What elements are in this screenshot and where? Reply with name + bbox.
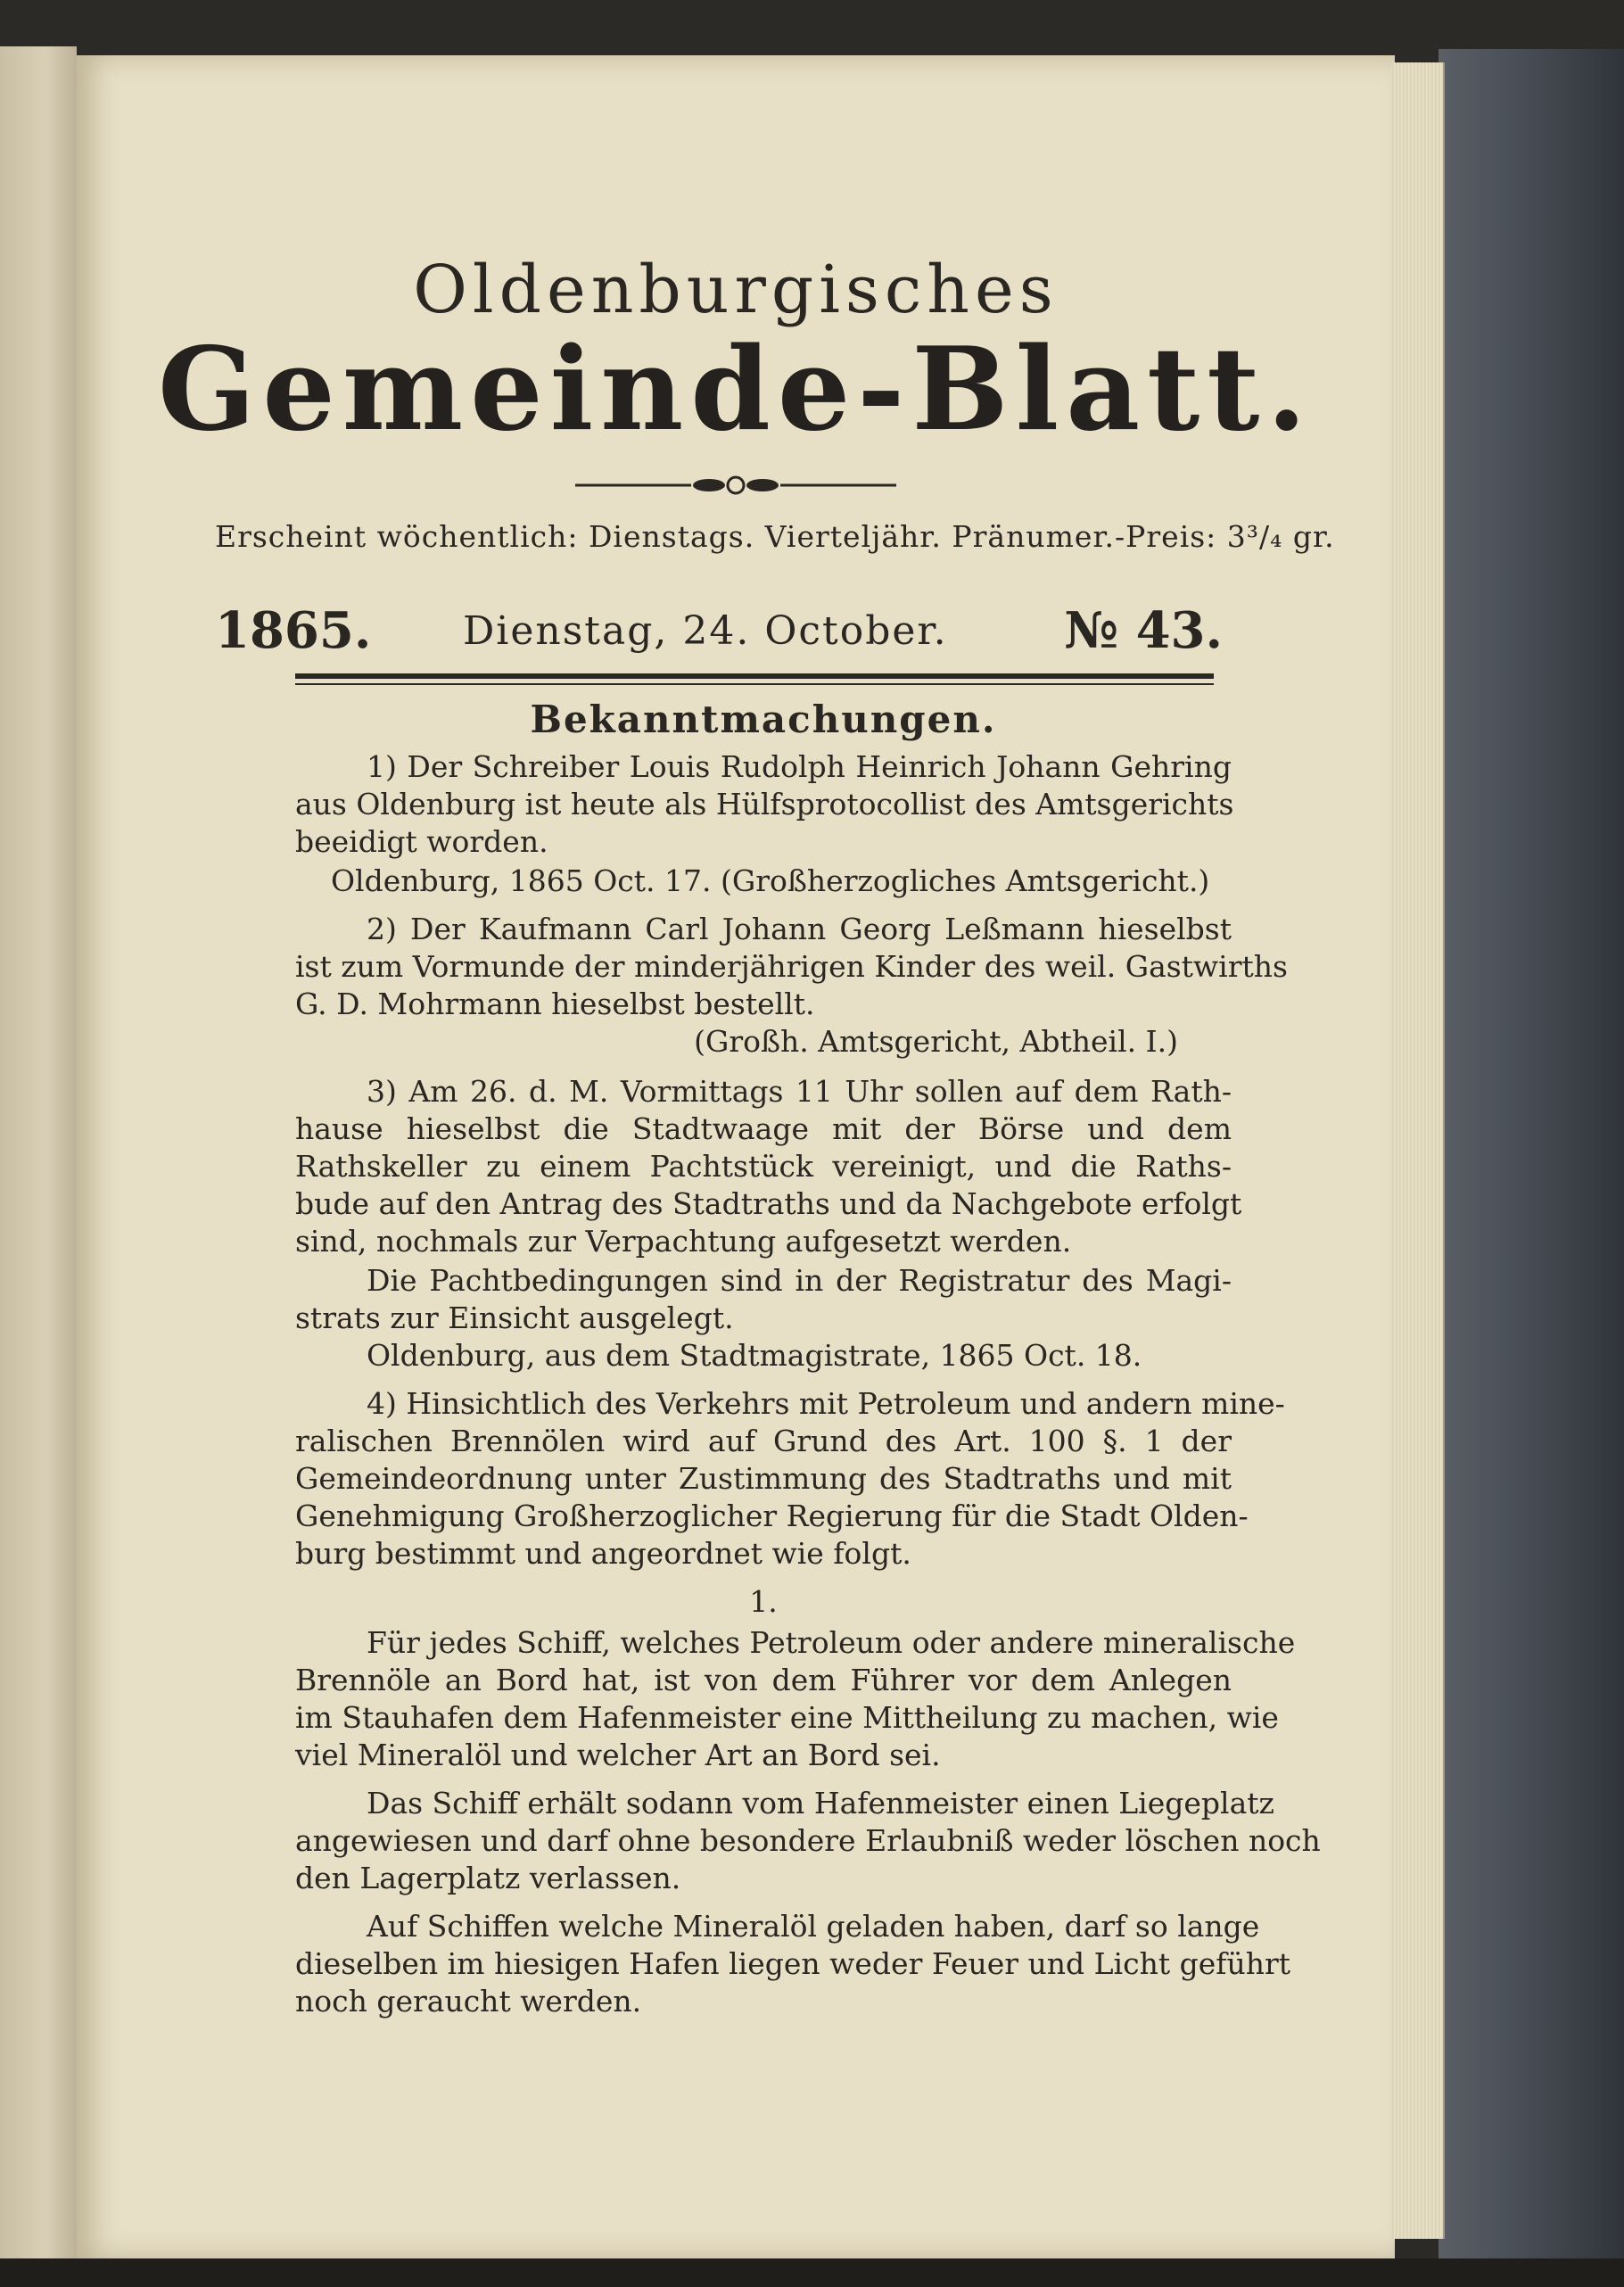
- text-line: Auf Schiffen welche Mineralöl geladen haben, darf so lange: [367, 1909, 1260, 1944]
- text-line: strats zur Einsicht ausgelegt.: [295, 1300, 734, 1335]
- text-line: den Lagerplatz verlassen.: [295, 1861, 681, 1895]
- text-line: hause hieselbst die Stadtwaage mit der Börse und dem: [295, 1111, 1232, 1146]
- text-line: 4) Hinsichtlich des Verkehrs mit Petroleum und andern mine-: [367, 1386, 1285, 1421]
- page-edges: [1391, 62, 1445, 2239]
- text-line: sind, nochmals zur Verpachtung aufgesetzt werden.: [295, 1224, 1072, 1259]
- text-line: Die Pachtbedingungen sind in der Registratur des Magi-: [367, 1263, 1232, 1298]
- masthead-title-small: Oldenburgisches: [413, 252, 1059, 328]
- text-line: Rathskeller zu einem Pachtstück vereinigt, und die Raths-: [295, 1149, 1232, 1184]
- ornament-divider: [77, 475, 1395, 500]
- text-line: Gemeindeordnung unter Zustimmung des Stadtraths und mit: [295, 1461, 1232, 1496]
- header-rule: [295, 673, 1214, 679]
- text-line: 3) Am 26. d. M. Vormittags 11 Uhr sollen auf dem Rath-: [367, 1074, 1232, 1109]
- text-line: 1) Der Schreiber Louis Rudolph Heinrich Johann Gehring: [367, 749, 1232, 784]
- book-cover-right: [1439, 49, 1624, 2287]
- section-title: Bekanntmachungen.: [530, 698, 997, 741]
- text-line: dieselben im hiesigen Hafen liegen weder Feuer und Licht geführt: [295, 1946, 1291, 1981]
- text-line: Oldenburg, aus dem Stadtmagistrate, 1865 Oct. 18.: [367, 1338, 1142, 1373]
- text-line: ist zum Vormunde der minderjährigen Kinder des weil. Gastwirths: [295, 949, 1288, 984]
- text-line: Brennöle an Bord hat, ist von dem Führer vor dem Anlegen: [295, 1663, 1232, 1697]
- text-line: angewiesen und darf ohne besondere Erlaubniß weder löschen noch: [295, 1823, 1321, 1858]
- text-line: G. D. Mohrmann hieselbst bestellt.: [295, 987, 815, 1021]
- text-line: Oldenburg, 1865 Oct. 17. (Großherzogliches Amtsgericht.): [331, 863, 1210, 898]
- text-line: Genehmigung Großherzoglicher Regierung für die Stadt Olden-: [295, 1499, 1249, 1533]
- paragraph-number: 1.: [749, 1584, 778, 1619]
- masthead-subtitle: Erscheint wöchentlich: Dienstags. Vierteljähr. Pränumer.-Preis: 3³/₄ gr.: [215, 519, 1335, 554]
- book-cover-left: [0, 46, 77, 2287]
- text-line: noch geraucht werden.: [295, 1984, 642, 2019]
- issue-date: Dienstag, 24. October.: [463, 608, 948, 654]
- header-rule-thin: [295, 683, 1214, 685]
- text-line: im Stauhafen dem Hafenmeister eine Mittheilung zu machen, wie: [295, 1700, 1279, 1735]
- text-line: (Großh. Amtsgericht, Abtheil. I.): [694, 1024, 1178, 1059]
- newspaper-page: [77, 55, 1395, 2258]
- text-line: Für jedes Schiff, welches Petroleum oder andere mineralische: [367, 1625, 1296, 1660]
- text-line: ralischen Brennölen wird auf Grund des Art. 100 §. 1 der: [295, 1424, 1232, 1458]
- text-line: beeidigt worden.: [295, 824, 548, 859]
- text-line: bude auf den Antrag des Stadtraths und da Nachgebote erfolgt: [295, 1186, 1242, 1221]
- masthead-title-big: Gemeinde-Blatt.: [158, 323, 1314, 457]
- text-line: Das Schiff erhält sodann vom Hafenmeister einen Liegeplatz: [367, 1786, 1274, 1821]
- issue-year: 1865.: [215, 601, 372, 660]
- text-line: aus Oldenburg ist heute als Hülfsprotocollist des Amtsgerichts: [295, 787, 1234, 822]
- scan-bottom-edge: [0, 2258, 1624, 2287]
- text-line: viel Mineralöl und welcher Art an Bord sei.: [295, 1738, 941, 1772]
- issue-number: № 43.: [1064, 601, 1223, 660]
- text-line: burg bestimmt und angeordnet wie folgt.: [295, 1536, 911, 1571]
- dateline: [215, 601, 1223, 673]
- text-line: 2) Der Kaufmann Carl Johann Georg Leßmann hieselbst: [367, 912, 1232, 946]
